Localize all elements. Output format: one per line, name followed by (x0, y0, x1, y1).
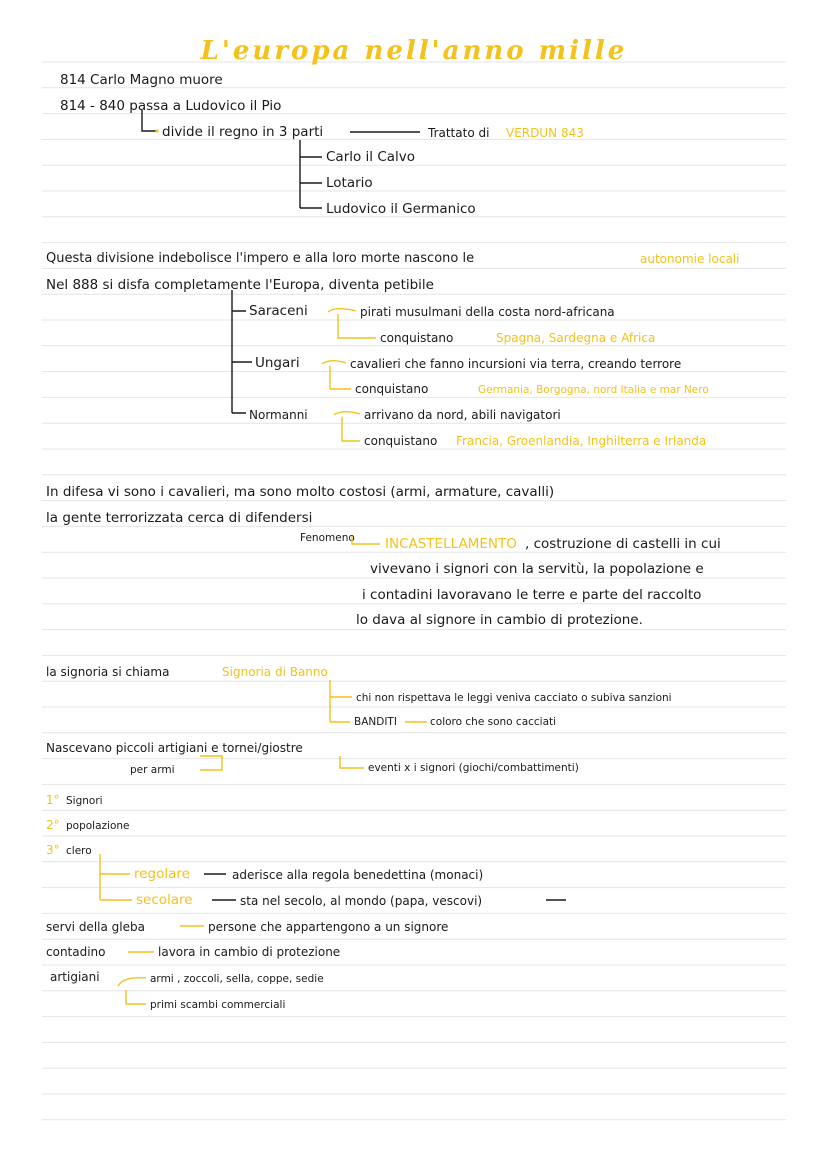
note-line: Normanni (249, 408, 308, 422)
note-line: sta nel secolo, al mondo (papa, vescovi) (240, 894, 483, 908)
note-line: conquistano (380, 331, 454, 345)
highlight-text: secolare (136, 892, 193, 908)
highlight-text: INCASTELLAMENTO (385, 536, 517, 552)
note-line: Lotario (326, 175, 373, 191)
note-line: Signori (66, 795, 103, 807)
note-line: i contadini lavoravano le terre e parte del raccolto (362, 587, 702, 603)
note-line: per armi (130, 764, 175, 776)
note-line: 814 - 840 passa a Ludovico il Pio (60, 98, 282, 114)
note-line: Fenomeno (300, 532, 355, 544)
note-line: primi scambi commerciali (150, 999, 286, 1011)
note-line: persone che appartengono a un signore (208, 920, 449, 934)
highlight-text: Spagna, Sardegna e Africa (496, 331, 656, 345)
highlight-text: Francia, Groenlandia, Inghilterra e Irlanda (456, 434, 707, 448)
note-line: Trattato di (428, 126, 490, 140)
note-line: artigiani (50, 970, 100, 984)
note-line: chi non rispettava le leggi veniva cacciato o subiva sanzioni (356, 692, 672, 704)
note-line: lavora in cambio di protezione (158, 945, 341, 959)
note-line: BANDITI (354, 716, 397, 728)
note-line: popolazione (66, 820, 130, 832)
note-line: , costruzione di castelli in cui (525, 536, 721, 552)
note-line: vivevano i signori con la servitù, la popolazione e (370, 561, 704, 577)
note-line: servi della gleba (46, 920, 145, 934)
note-line: Ungari (255, 355, 300, 371)
note-line: la signoria si chiama (46, 665, 170, 679)
highlight-text: Signoria di Banno (222, 665, 328, 679)
note-line: clero (66, 845, 92, 857)
note-line: Carlo il Calvo (326, 149, 416, 165)
list-number: 2° (46, 818, 60, 832)
note-line: Nel 888 si disfa completamente l'Europa, diventa petibile (46, 277, 434, 293)
note-line: armi , zoccoli, sella, coppe, sedie (150, 973, 324, 985)
note-line: contadino (46, 945, 106, 959)
note-line: conquistano (355, 382, 429, 396)
highlight-text: VERDUN 843 (506, 126, 584, 140)
list-number: 1° (46, 793, 60, 807)
note-line: pirati musulmani della costa nord-africana (360, 305, 615, 319)
note-line: In difesa vi sono i cavalieri, ma sono molto costosi (armi, armature, cavalli) (46, 484, 555, 500)
note-line: la gente terrorizzata cerca di difendersi (46, 510, 313, 526)
highlight-text: autonomie locali (640, 252, 740, 266)
note-line: cavalieri che fanno incursioni via terra, creando terrore (350, 357, 682, 371)
note-line: aderisce alla regola benedettina (monaci) (232, 868, 484, 882)
highlight-text: Germania, Borgogna, nord Italia e mar Nero (478, 384, 709, 396)
note-line: Saraceni (249, 303, 308, 319)
note-line: coloro che sono cacciati (430, 716, 557, 728)
note-line: 814 Carlo Magno muore (60, 72, 223, 88)
note-line: Nascevano piccoli artigiani e tornei/giostre (46, 741, 303, 755)
note-line: Ludovico il Germanico (326, 201, 476, 217)
list-number: 3° (46, 843, 60, 857)
note-line: Questa divisione indebolisce l'impero e alla loro morte nascono le (46, 251, 475, 266)
highlight-text: regolare (134, 866, 190, 882)
page-title: L'europa nell'anno mille (200, 36, 628, 66)
note-line: conquistano (364, 434, 438, 448)
note-line: lo dava al signore in cambio di protezione. (356, 612, 643, 628)
note-line: arrivano da nord, abili navigatori (364, 408, 561, 422)
note-line: divide il regno in 3 parti (162, 124, 324, 140)
note-line: eventi x i signori (giochi/combattimenti) (368, 762, 579, 774)
